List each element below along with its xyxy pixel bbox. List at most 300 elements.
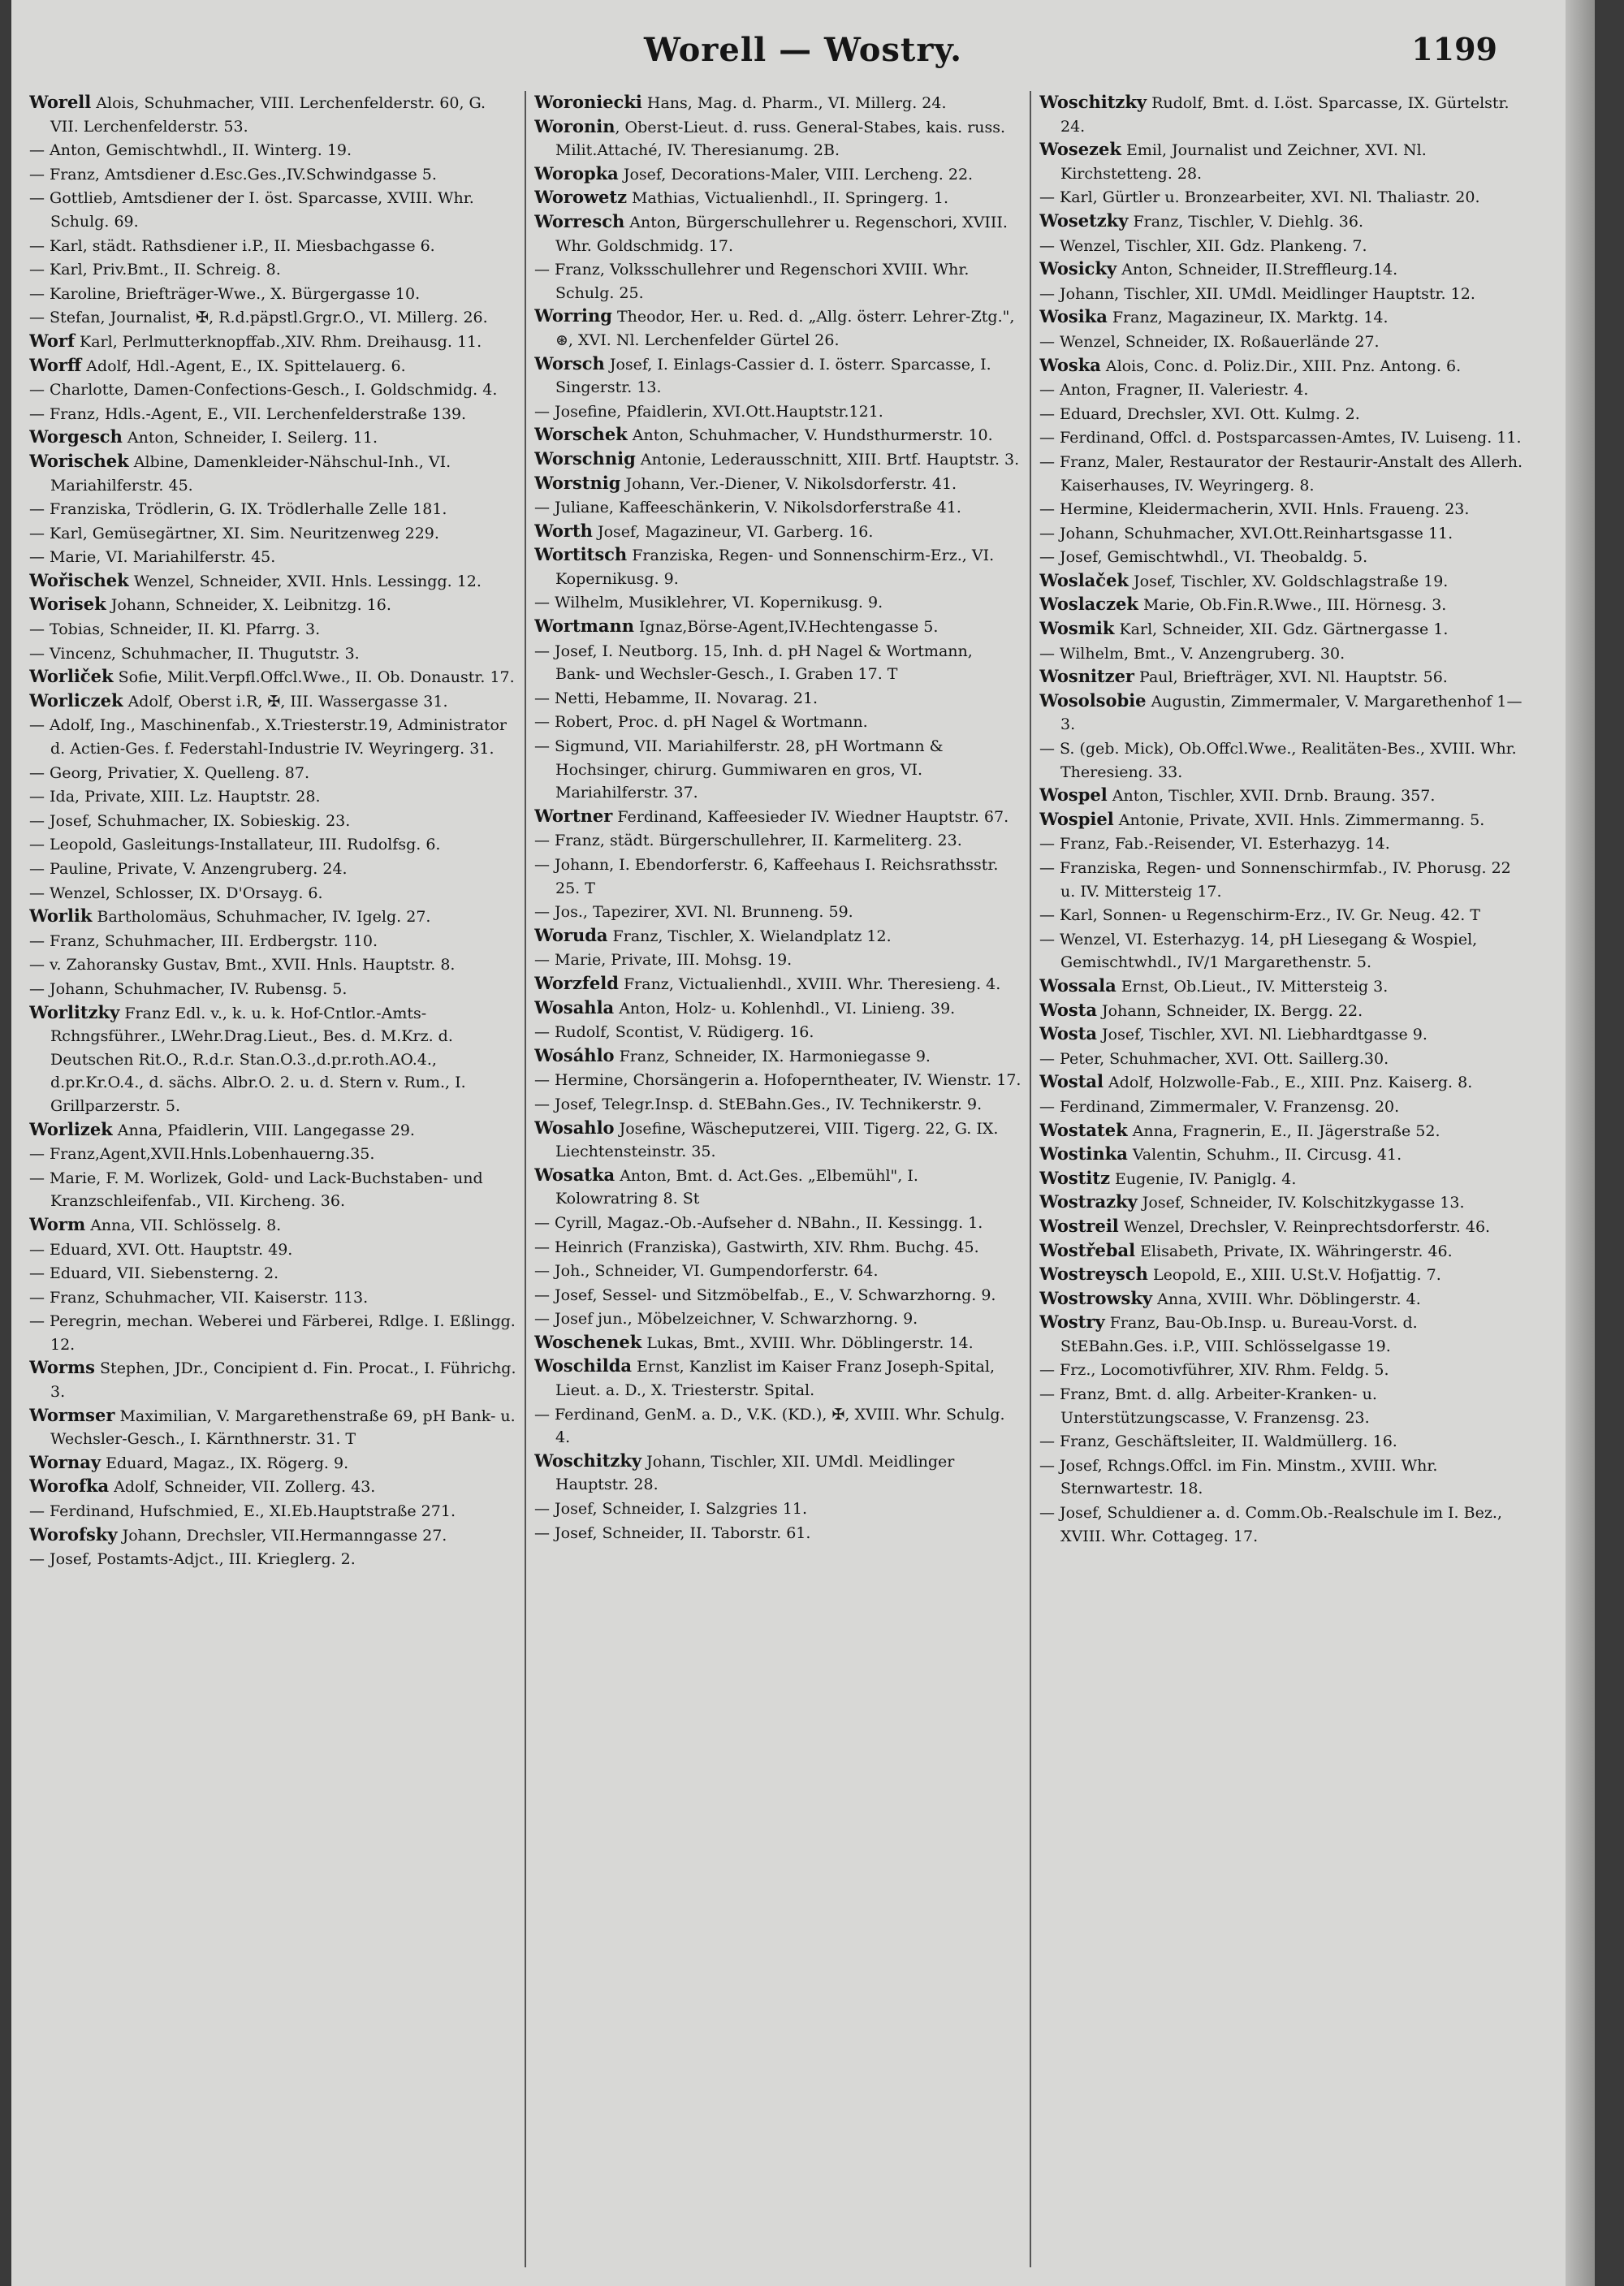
entry-details: — S. (geb. Mick), Ob.Offcl.Wwe., Realitäten-Bes., XVIII. Whr. Theresieng. 33.	[1039, 740, 1517, 781]
entry-surname: Worliczek	[29, 689, 123, 711]
directory-entry	[1039, 1022, 1527, 1047]
entry-details: Anton, Bürgerschullehrer u. Regenschori, XVIII. Whr. Goldschmidg. 17.	[555, 213, 1008, 255]
directory-entry	[534, 495, 1021, 520]
entry-surname: Wosmik	[1039, 618, 1115, 639]
directory-entry	[534, 472, 1021, 496]
directory-entry	[534, 447, 1021, 472]
entry-details: Anton, Tischler, XVII. Drnb. Braung. 357.	[1107, 787, 1436, 806]
page-number: 1199	[1411, 31, 1497, 67]
directory-entry	[534, 115, 1021, 162]
entry-details: — Joh., Schneider, VI. Gumpendorferstr. 64.	[534, 1262, 879, 1281]
entry-surname: Wostrazky	[1039, 1191, 1138, 1212]
entry-details: Karl, Schneider, XII. Gdz. Gärtnergasse 1.	[1114, 620, 1449, 639]
directory-entry	[534, 639, 1021, 686]
entry-details: Mathias, Victualienhdl., II. Springerg. 1.	[627, 189, 949, 208]
entry-surname: Woroniecki	[534, 92, 642, 112]
entry-surname: Wostal	[1039, 1071, 1104, 1092]
directory-entry	[534, 828, 1021, 853]
entry-surname: Wosahlo	[534, 1117, 615, 1138]
entry-surname: Wosezek	[1039, 139, 1121, 160]
directory-entry	[1039, 545, 1527, 569]
entry-details: — Ferdinand, Hufschmied, E., XI.Eb.Hauptstraße 271.	[29, 1502, 456, 1521]
directory-entry	[29, 977, 516, 1001]
entry-details: — Karl, Sonnen- u Regenschirm-Erz., IV. Gr. Neug. 42. T	[1039, 906, 1480, 925]
directory-entry	[1039, 1358, 1527, 1382]
entry-surname: Worofka	[29, 1476, 110, 1497]
entry-surname: Wostatek	[1039, 1119, 1128, 1140]
directory-entry	[534, 1211, 1021, 1235]
entry-details: Anna, Fragnerin, E., II. Jägerstraße 52.	[1127, 1121, 1440, 1140]
entry-details: Johann, Ver.-Diener, V. Nikolsdorferstr. 41.	[620, 474, 957, 493]
entry-details: Lukas, Bmt., XVIII. Whr. Döblingerstr. 14.	[641, 1333, 974, 1352]
directory-entry	[29, 305, 516, 330]
entry-details: Josef, Tischler, XV. Goldschlagstraße 19.	[1128, 572, 1449, 590]
entry-details: — Josef, Schneider, II. Taborstr. 61.	[534, 1523, 811, 1542]
entry-surname: Wortmann	[534, 616, 635, 637]
entry-details: — Franz, Bmt. d. allg. Arbeiter-Kranken- u. Unterstützungscasse, V. Franzensg. 23.	[1039, 1385, 1377, 1427]
entry-surname: Worliček	[29, 666, 114, 687]
entry-details: Eduard, Magaz., IX. Rögerg. 9.	[101, 1454, 349, 1472]
directory-entry	[1039, 927, 1527, 974]
directory-entry	[29, 881, 516, 905]
entry-surname: Wospel	[1039, 784, 1108, 806]
entry-details: , Oberst-Lieut. d. russ. General-Stabes, kais. russ. Milit.Attaché, IV. Theresianumg. 2B.	[555, 118, 1006, 160]
entry-surname: Wospiel	[1039, 808, 1114, 829]
entry-details: — Wilhelm, Musiklehrer, VI. Kopernikusg. 9.	[534, 594, 883, 612]
directory-entry	[534, 305, 1021, 352]
directory-entry	[534, 400, 1021, 424]
entry-details: Emil, Journalist und Zeichner, XVI. Nl. Kirchstetteng. 28.	[1060, 141, 1427, 183]
directory-entry	[1039, 497, 1527, 521]
entry-details: — Karl, Gürtler u. Bronzearbeiter, XVI. Nl. Thaliastr. 20.	[1039, 188, 1480, 207]
entry-surname: Worth	[534, 520, 593, 541]
entry-details: — Wenzel, Schneider, IX. Roßauerlände 27.	[1039, 332, 1380, 351]
directory-entry	[29, 1213, 516, 1238]
entry-details: Theodor, Her. u. Red. d. „Allg. österr. Lehrer-Ztg.", ⊛, XVI. Nl. Lerchenfelder Gürtel 26.	[555, 308, 1015, 349]
entry-details: Ernst, Ob.Lieut., IV. Mittersteig 3.	[1116, 977, 1389, 996]
directory-entry	[1039, 642, 1527, 666]
directory-entry	[1039, 426, 1527, 450]
entry-details: — Hermine, Chorsängerin a. Hofoperntheater, IV. Wienstr. 17.	[534, 1071, 1021, 1090]
entry-details: Anton, Schuhmacher, V. Hundsthurmerstr. 10.	[627, 426, 993, 445]
entry-details: — Wenzel, Tischler, XII. Gdz. Plankeng. 7.	[1039, 236, 1367, 255]
directory-entry	[1039, 1095, 1527, 1119]
entry-details: — Juliane, Kaffeeschänkerin, V. Nikolsdorferstraße 41.	[534, 499, 961, 517]
entry-details: — Eduard, Drechsler, XVI. Ott. Kulmg. 2.	[1039, 404, 1360, 423]
entry-surname: Wostreil	[1039, 1215, 1119, 1236]
entry-details: — Josef, Rchngs.Offcl. im Fin. Minstm., XVIII. Whr. Sternwartestr. 18.	[1039, 1456, 1438, 1498]
entry-surname: Worzfeld	[534, 972, 619, 993]
directory-entry	[1039, 330, 1527, 354]
directory-entry	[29, 905, 516, 929]
directory-entry	[29, 1499, 516, 1523]
directory-entry	[29, 257, 516, 282]
directory-entry	[29, 929, 516, 953]
entry-surname: Wosnitzer	[1039, 666, 1134, 687]
directory-entry	[1039, 999, 1527, 1023]
directory-entry	[29, 642, 516, 666]
entry-details: — Franz, Volksschullehrer und Regenschori XVIII. Whr. Schulg. 25.	[534, 261, 970, 302]
directory-entry	[534, 352, 1021, 400]
directory-entry	[1039, 593, 1527, 617]
entry-details: — Josef, Sessel- und Sitzmöbelfab., E., V. Schwarzhorng. 9.	[534, 1286, 996, 1304]
entry-details: Franziska, Regen- und Sonnenschirm-Erz., VI. Kopernikusg. 9.	[555, 547, 995, 588]
entry-details: Anton, Bmt. d. Act.Ges. „Elbemühl", I. Kolowratring 8. St	[555, 1166, 918, 1208]
entry-details: Maximilian, V. Margarethenstraße 69, pH Bank- u. Wechsler-Gesch., I. Kärnthnerstr. 31. T	[50, 1407, 516, 1449]
directory-entry	[1039, 903, 1527, 927]
directory-entry	[1039, 450, 1527, 497]
directory-entry	[29, 1286, 516, 1310]
directory-entry	[534, 1497, 1021, 1521]
directory-entry	[534, 615, 1021, 639]
entry-details: Franz, Tischler, V. Diehlg. 36.	[1128, 212, 1363, 231]
entry-details: Sofie, Milit.Verpfl.Offcl.Wwe., II. Ob. Donaustr. 17.	[113, 668, 515, 687]
directory-entry	[1039, 617, 1527, 642]
directory-entry	[29, 545, 516, 569]
entry-details: — Josef jun., Möbelzeichner, V. Schwarzhorng. 9.	[534, 1310, 918, 1329]
page-edge	[1566, 0, 1595, 2286]
entry-details: Rudolf, Bmt. d. I.öst. Sparcasse, IX. Gürtelstr. 24.	[1060, 94, 1510, 136]
entry-details: — Josef, Schneider, I. Salzgries 11.	[534, 1500, 808, 1519]
directory-entry	[1039, 1429, 1527, 1454]
entry-details: Paul, Briefträger, XVI. Nl. Hauptstr. 56.	[1134, 668, 1448, 687]
directory-entry	[534, 1331, 1021, 1355]
directory-entry	[29, 665, 516, 689]
entry-details: — Wenzel, VI. Esterhazyg. 14, pH Liesegang & Wospiel, Gemischtwhdl., IV/1 Margarethenstr. 5.	[1039, 930, 1478, 972]
directory-entry	[1039, 1287, 1527, 1312]
entry-details: — Eduard, XVI. Ott. Hauptstr. 49.	[29, 1240, 293, 1259]
entry-surname: Worischek	[29, 450, 129, 471]
directory-entry	[1039, 1070, 1527, 1095]
entry-details: Josef, Tischler, XVI. Nl. Liebhardtgasse 9.	[1097, 1026, 1427, 1044]
entry-details: Josef, Magazineur, VI. Garberg. 16.	[592, 522, 874, 541]
entry-details: Antonie, Lederausschnitt, XIII. Brtf. Hauptstr. 3.	[635, 450, 1020, 469]
entry-details: — Cyrill, Magaz.-Ob.-Aufseher d. NBahn., II. Kessingg. 1.	[534, 1213, 983, 1232]
entry-details: — Franz, Maler, Restaurator der Restaurir-Anstalt des Allerh. Kaiserhauses, IV. Weyringerg. 8.	[1039, 452, 1523, 495]
directory-entry	[29, 569, 516, 594]
column-middle	[534, 91, 1021, 2267]
directory-entry	[29, 1356, 516, 1403]
entry-details: — Georg, Privatier, X. Quelleng. 87.	[29, 763, 310, 782]
entry-details: Johann, Schneider, X. Leibnitzg. 16.	[106, 596, 391, 615]
entry-surname: Woruda	[534, 924, 608, 945]
entry-details: — Charlotte, Damen-Confections-Gesch., I. Goldschmidg. 4.	[29, 381, 498, 400]
directory-entry	[1039, 1119, 1527, 1143]
entry-surname: Woschitzky	[1039, 92, 1147, 112]
directory-entry	[534, 1283, 1021, 1307]
entry-details: — Vincenz, Schuhmacher, II. Thugutstr. 3.	[29, 644, 360, 663]
directory-entry	[1039, 185, 1527, 210]
entry-surname: Worsch	[534, 352, 605, 374]
directory-entry	[29, 497, 516, 521]
directory-entry	[29, 521, 516, 546]
entry-details: — Franz, Hdls.-Agent, E., VII. Lerchenfelderstraße 139.	[29, 404, 467, 423]
entry-surname: Wostitz	[1039, 1167, 1111, 1188]
entry-details: — Peregrin, mechan. Weberei und Färberei, Rdlge. I. Eßlingg. 12.	[29, 1312, 516, 1354]
directory-entry	[534, 1259, 1021, 1283]
entry-surname: Worff	[29, 354, 82, 375]
directory-entry	[1039, 1215, 1527, 1239]
entry-surname: Worresch	[534, 210, 625, 231]
column-right	[1039, 91, 1527, 2267]
entry-details: Adolf, Oberst i.R, ✠, III. Wassergasse 31.	[123, 692, 448, 711]
entry-surname: Wossala	[1039, 974, 1116, 996]
entry-surname: Worf	[29, 330, 75, 351]
directory-entry	[1039, 521, 1527, 546]
entry-details: Adolf, Holzwolle-Fab., E., XIII. Pnz. Kaiserg. 8.	[1104, 1074, 1473, 1092]
entry-surname: Wosetzky	[1039, 210, 1129, 231]
entry-surname: Woslaczek	[1039, 594, 1138, 615]
directory-entry	[29, 617, 516, 642]
entry-surname: Wornay	[29, 1451, 102, 1472]
entry-surname: Worlik	[29, 905, 93, 927]
entry-details: — Robert, Proc. d. pH Nagel & Wortmann.	[534, 713, 868, 732]
entry-surname: Wosáhlo	[534, 1044, 615, 1065]
entry-surname: Woschenek	[534, 1331, 642, 1352]
directory-entry	[534, 996, 1021, 1021]
directory-entry	[29, 1118, 516, 1143]
entry-details: Johann, Tischler, XII. UMdl. Meidlinger Hauptstr. 28.	[555, 1452, 955, 1494]
directory-entry	[29, 1238, 516, 1262]
entry-details: Eugenie, IV. Paniglg. 4.	[1110, 1169, 1297, 1188]
entry-details: — v. Zahoransky Gustav, Bmt., XVII. Hnls. Hauptstr. 8.	[29, 956, 456, 974]
directory-entry	[29, 1261, 516, 1286]
entry-details: — Wenzel, Schlosser, IX. D'Orsayg. 6.	[29, 884, 323, 902]
entry-details: — Josef, Schuhmacher, IX. Sobieskig. 23.	[29, 811, 351, 830]
entry-surname: Worowetz	[534, 187, 628, 208]
entry-details: Adolf, Hdl.-Agent, E., IX. Spittelauerg. 6.	[81, 357, 406, 375]
entry-details: — Johann, Schuhmacher, IV. Rubensg. 5.	[29, 979, 348, 998]
entry-details: — Anton, Gemischtwhdl., II. Winterg. 19.	[29, 141, 352, 160]
directory-entry	[29, 1309, 516, 1356]
entry-surname: Woronin	[534, 115, 615, 136]
entry-surname: Wosatka	[534, 1164, 615, 1185]
entry-details: — Marie, Private, III. Mohsg. 19.	[534, 951, 793, 970]
entry-surname: Worgesch	[29, 426, 123, 447]
directory-entry	[534, 900, 1021, 924]
directory-entry	[29, 1001, 516, 1118]
directory-entry	[1039, 305, 1527, 330]
entry-details: — Franz,Agent,XVII.Hnls.Lobenhauerng.35.	[29, 1145, 375, 1164]
directory-entry	[534, 1044, 1021, 1069]
directory-entry	[1039, 569, 1527, 594]
entry-details: — Gottlieb, Amtsdiener der I. öst. Sparcasse, XVIII. Whr. Schulg. 69.	[29, 189, 474, 231]
directory-entry	[1039, 138, 1527, 185]
entry-details: Leopold, E., XIII. U.St.V. Hofjattig. 7.	[1147, 1266, 1441, 1285]
directory-entry	[29, 426, 516, 450]
directory-entry	[534, 1450, 1021, 1497]
entry-surname: Worlizek	[29, 1118, 113, 1139]
entry-details: Alois, Schuhmacher, VIII. Lerchenfelderstr. 60, G. VII. Lerchenfelderstr. 53.	[50, 94, 486, 136]
entry-surname: Wortner	[534, 805, 613, 826]
entry-details: Josefine, Wäscheputzerei, VIII. Tigerg. 22, G. IX. Liechtensteinstr. 35.	[555, 1119, 999, 1161]
entry-surname: Worschnig	[534, 447, 636, 469]
entry-details: — Jos., Tapezirer, XVI. Nl. Brunneng. 59.	[534, 903, 853, 922]
directory-entry	[534, 1521, 1021, 1545]
entry-details: — Ida, Private, XIII. Lz. Hauptstr. 28.	[29, 788, 321, 806]
entry-details: Anna, VII. Schlösselg. 8.	[85, 1216, 282, 1234]
entry-details: — Josef, Telegr.Insp. d. StEBahn.Ges., IV. Technikerstr. 9.	[534, 1095, 983, 1113]
directory-entry	[1039, 1191, 1527, 1215]
directory-entry	[534, 972, 1021, 996]
entry-details: — Franziska, Regen- und Sonnenschirmfab., IV. Phorusg. 22 u. IV. Mittersteig 17.	[1039, 859, 1511, 901]
entry-surname: Woslaček	[1039, 569, 1129, 590]
entry-details: — Franz, Schuhmacher, VII. Kaiserstr. 113.	[29, 1288, 369, 1307]
directory-entry	[29, 713, 516, 760]
entry-details: Anton, Holz- u. Kohlenhdl., VI. Linieng. 39.	[614, 999, 956, 1018]
directory-entry	[1039, 808, 1527, 832]
entry-surname: Worofsky	[29, 1523, 118, 1545]
directory-entry	[29, 953, 516, 977]
entry-surname: Wosika	[1039, 306, 1108, 327]
entry-details: — Anton, Fragner, II. Valeriestr. 4.	[1039, 381, 1309, 400]
entry-details: Augustin, Zimmermaler, V. Margarethenhof 1—3.	[1060, 692, 1522, 734]
directory-entry	[1039, 832, 1527, 856]
directory-entry	[1039, 402, 1527, 426]
directory-columns	[29, 91, 1540, 2267]
directory-entry	[534, 1117, 1021, 1164]
entry-details: Marie, Ob.Fin.R.Wwe., III. Hörnesg. 3.	[1138, 596, 1447, 615]
directory-entry	[534, 924, 1021, 949]
entry-surname: Wosicky	[1039, 258, 1117, 279]
entry-surname: Worschek	[534, 424, 628, 445]
entry-details: Ignaz,Börse-Agent,IV.Hechtengasse 5.	[634, 618, 939, 637]
entry-details: Franz Edl. v., k. u. k. Hof-Cntlor.-Amts-Rchngsführer., LWehr.Drag.Lieut., Bes. d. M.Krz. d. Deutschen Rit.O., R.d.r. Stan.O.3.,d.pr.roth.AO.4., d.pr.Kr.O.4., d. sächs. Albr.O. 2. u. d. Stern v. Rum., I. Grillparzerstr. 5.	[50, 1004, 466, 1115]
entry-surname: Wosta	[1039, 1023, 1098, 1044]
entry-surname: Worlitzky	[29, 1001, 120, 1022]
entry-surname: Woschilda	[534, 1355, 633, 1376]
directory-entry	[1039, 354, 1527, 378]
entry-details: — Franziska, Trödlerin, G. IX. Trödlerhalle Zelle 181.	[29, 500, 447, 519]
directory-entry	[1039, 856, 1527, 903]
directory-entry	[29, 809, 516, 833]
entry-surname: Wořischek	[29, 569, 129, 590]
entry-details: — Franz, Amtsdiener d.Esc.Ges.,IV.Schwindgasse 5.	[29, 165, 437, 184]
directory-entry	[29, 1142, 516, 1166]
entry-details: Franz, Schneider, IX. Harmoniegasse 9.	[614, 1047, 931, 1065]
entry-surname: Worms	[29, 1357, 95, 1378]
entry-surname: Wormser	[29, 1404, 115, 1425]
directory-entry	[29, 784, 516, 809]
directory-entry	[534, 948, 1021, 972]
entry-details: Antonie, Private, XVII. Hnls. Zimmermanng. 5.	[1113, 810, 1485, 829]
entry-surname: Wosahla	[534, 996, 615, 1018]
entry-details: Wenzel, Drechsler, V. Reinprechtsdorferstr. 46.	[1118, 1217, 1491, 1236]
entry-surname: Woschitzky	[534, 1450, 642, 1471]
entry-surname: Woropka	[534, 162, 619, 184]
directory-entry	[534, 1068, 1021, 1092]
entry-details: — Franz, städt. Bürgerschullehrer, II. Karmeliterg. 23.	[534, 832, 962, 850]
entry-details: Stephen, JDr., Concipient d. Fin. Procat., I. Führichg. 3.	[50, 1359, 516, 1402]
directory-entry	[534, 853, 1021, 900]
entry-details: Anton, Schneider, I. Seilerg. 11.	[122, 429, 378, 447]
directory-entry	[1039, 378, 1527, 402]
entry-details: Franz, Victualienhdl., XVIII. Whr. Theresieng. 4.	[618, 974, 1001, 993]
entry-details: Elisabeth, Private, IX. Währingerstr. 46.	[1135, 1242, 1453, 1260]
entry-details: — Josefine, Pfaidlerin, XVI.Ott.Hauptstr.121.	[534, 402, 883, 421]
directory-entry	[29, 138, 516, 162]
directory-entry	[29, 186, 516, 233]
directory-entry	[1039, 1047, 1527, 1071]
entry-details: Ferdinand, Kaffeesieder IV. Wiedner Hauptstr. 67.	[612, 807, 1009, 826]
directory-entry	[29, 162, 516, 187]
directory-entry	[534, 1092, 1021, 1117]
directory-entry	[534, 543, 1021, 590]
entry-details: Josef, Schneider, IV. Kolschitzkygasse 13.	[1137, 1194, 1465, 1212]
entry-details: — Pauline, Private, V. Anzengruberg. 24.	[29, 860, 348, 878]
directory-entry	[29, 1451, 516, 1476]
directory-entry	[1039, 210, 1527, 234]
page-header	[11, 31, 1595, 80]
entry-details: Valentin, Schuhm., II. Circusg. 41.	[1127, 1146, 1402, 1165]
directory-entry	[534, 686, 1021, 711]
entry-details: Franz, Tischler, X. Wielandplatz 12.	[607, 927, 892, 945]
column-left	[29, 91, 516, 2267]
directory-entry	[534, 734, 1021, 805]
entry-details: Anna, XVIII. Whr. Döblingerstr. 4.	[1152, 1290, 1421, 1308]
entry-details: — Karl, Gemüsegärtner, XI. Sim. Neuritzenweg 229.	[29, 524, 439, 542]
directory-entry	[1039, 1501, 1527, 1548]
entry-details: Anna, Pfaidlerin, VIII. Langegasse 29.	[112, 1121, 415, 1139]
directory-entry	[29, 234, 516, 258]
entry-details: Alois, Conc. d. Poliz.Dir., XIII. Pnz. Antong. 6.	[1100, 357, 1462, 375]
entry-details: — Marie, VI. Mariahilferstr. 45.	[29, 548, 276, 567]
directory-entry	[1039, 974, 1527, 999]
entry-details: — Karoline, Briefträger-Wwe., X. Bürgergasse 10.	[29, 284, 421, 303]
entry-details: Johann, Schneider, IX. Bergg. 22.	[1097, 1001, 1363, 1020]
directory-entry	[1039, 1311, 1527, 1358]
directory-entry	[534, 1355, 1021, 1402]
directory-entry	[534, 423, 1021, 447]
directory-entry	[534, 1235, 1021, 1260]
entry-details: — Franz, Fab.-Reisender, VI. Esterhazyg. 14.	[1039, 835, 1390, 853]
directory-entry	[1039, 1263, 1527, 1287]
directory-entry	[534, 210, 1021, 257]
entry-details: — Johann, I. Ebendorferstr. 6, Kaffeehaus I. Reichsrathsstr. 25. T	[534, 856, 999, 897]
entry-details: — Johann, Tischler, XII. UMdl. Meidlinger Hauptstr. 12.	[1039, 284, 1475, 303]
entry-surname: Wortitsch	[534, 544, 628, 565]
directory-entry	[1039, 282, 1527, 306]
directory-entry	[29, 330, 516, 354]
entry-details: — Marie, F. M. Worlizek, Gold- und Lack-Buchstaben- und Kranzschleifenfab., VII. Kircheng. 36.	[29, 1169, 483, 1211]
entry-surname: Wostreysch	[1039, 1264, 1148, 1285]
directory-entry	[29, 1404, 516, 1451]
directory-entry	[1039, 1382, 1527, 1429]
entry-details: Josef, I. Einlags-Cassier d. I. österr. Sparcasse, I. Singerstr. 13.	[555, 355, 991, 397]
directory-entry	[29, 1166, 516, 1213]
entry-surname: Wostřebal	[1039, 1239, 1136, 1260]
entry-details: Anton, Schneider, II.Streffleurg.14.	[1116, 261, 1398, 279]
entry-surname: Worstnig	[534, 472, 621, 493]
entry-surname: Worm	[29, 1213, 86, 1234]
directory-entry	[534, 186, 1021, 210]
entry-details: — Frz., Locomotivführer, XIV. Rhm. Feldg. 5.	[1039, 1361, 1389, 1380]
entry-details: — Johann, Schuhmacher, XVI.Ott.Reinhartsgasse 11.	[1039, 524, 1453, 542]
directory-entry	[29, 450, 516, 497]
directory-entry	[29, 1475, 516, 1499]
entry-details: — Ferdinand, Zimmermaler, V. Franzensg. 20.	[1039, 1097, 1400, 1116]
entry-surname: Wostry	[1039, 1312, 1105, 1333]
directory-entry	[1039, 737, 1527, 784]
entry-details: — Wilhelm, Bmt., V. Anzengruberg. 30.	[1039, 644, 1345, 663]
entry-details: Albine, Damenkleider-Nähschul-Inh., VI. Mariahilferstr. 45.	[50, 452, 451, 495]
entry-details: — Rudolf, Scontist, V. Rüdigerg. 16.	[534, 1023, 814, 1042]
entry-details: — Josef, Schuldiener a. d. Comm.Ob.-Realschule im I. Bez., XVIII. Whr. Cottageg. 17.	[1039, 1504, 1502, 1545]
entry-surname: Woska	[1039, 354, 1101, 375]
entry-details: Karl, Perlmutterknopffab.,XIV. Rhm. Dreihausg. 11.	[74, 332, 482, 351]
directory-entry	[29, 354, 516, 378]
running-head: Worell — Wostry.	[643, 31, 963, 69]
